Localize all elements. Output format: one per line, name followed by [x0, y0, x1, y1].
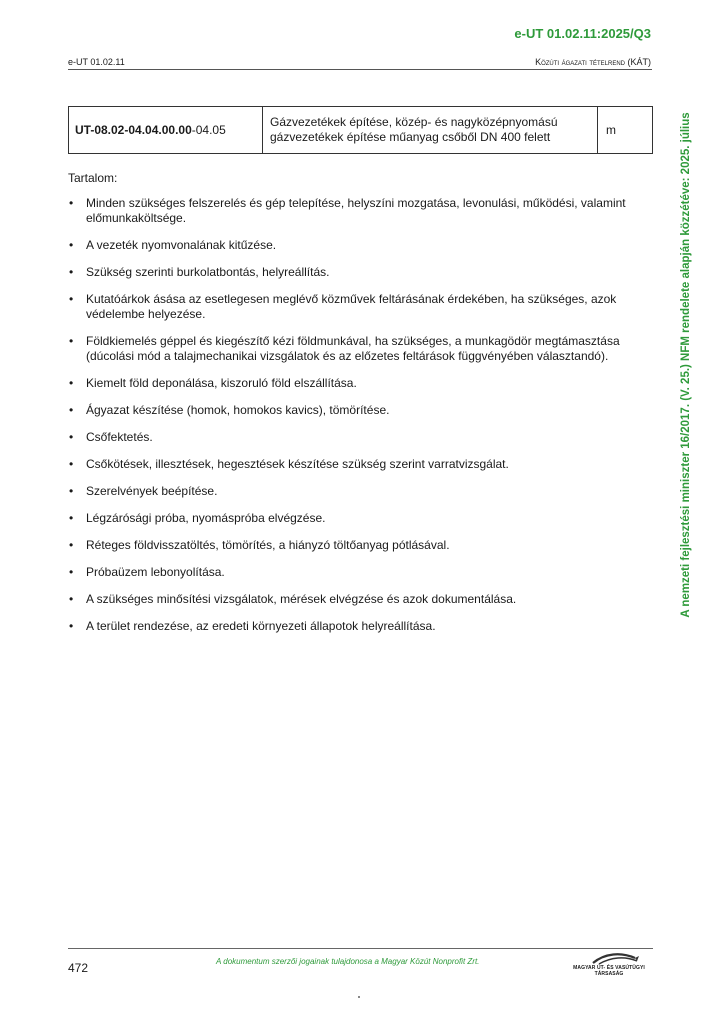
list-item-text: Minden szükséges felszerelés és gép telepítése, helyszíni mozgatása, levonulási, működési, valamint előmunkaköltsége. — [86, 196, 626, 225]
list-item — [68, 403, 648, 418]
page-number: 472 — [68, 961, 89, 975]
bullet-icon: • — [69, 376, 74, 390]
bullet-icon: • — [69, 196, 74, 210]
list-item — [68, 619, 648, 634]
copyright-notice: A dokumentum szerzői jogainak tulajdonosa a Magyar Közút Nonprofit Zrt. — [216, 957, 480, 966]
list-item-text: Kiemelt föld deponálása, kiszoruló föld elszállítása. — [86, 376, 357, 390]
list-item — [68, 457, 648, 472]
item-code-suffix: -04.05 — [191, 123, 226, 137]
list-item — [68, 538, 648, 553]
bullet-icon: • — [69, 484, 74, 498]
list-item-text: Csőfektetés. — [86, 430, 153, 444]
bullet-icon: • — [69, 565, 74, 579]
side-note-text: A nemzeti fejlesztési miniszter 16/2017. (V. 25.) NFM rendelete alapján közzétéve: 2025. július — [680, 112, 692, 618]
list-item-text: Ágyazat készítése (homok, homokos kavics), tömörítése. — [86, 403, 390, 417]
item-row — [69, 107, 653, 154]
list-item-text: Légzárósági próba, nyomáspróba elvégzése. — [86, 511, 326, 525]
bullet-icon: • — [69, 334, 74, 348]
item-code — [69, 107, 263, 154]
list-item — [68, 376, 648, 391]
list-item — [68, 511, 648, 526]
bullet-icon: • — [69, 430, 74, 444]
list-item-text: Földkiemelés géppel és kiegészítő kézi földmunkával, ha szükséges, a munkagödör megtámasztása (dúcolási mód a talajmechanikai vizsgálatok és az előzetes feltárások függvényében választandó). — [86, 334, 620, 363]
bullet-icon: • — [69, 238, 74, 252]
header-right-text: Közúti ágazati tételrend (KÁT) — [535, 57, 651, 67]
document-code: e-UT 01.02.11:2025/Q3 — [514, 26, 651, 41]
bullet-icon: • — [69, 511, 74, 525]
bullet-icon: • — [69, 292, 74, 306]
logo-text: MAGYAR ÚT- ÉS VASÚTÜGYI TÁRSASÁG — [573, 965, 645, 977]
list-item — [68, 334, 648, 364]
list-item-text: Próbaüzem lebonyolítása. — [86, 565, 225, 579]
list-item — [68, 430, 648, 445]
bullet-icon: • — [69, 403, 74, 417]
list-item-text: Szerelvények beépítése. — [86, 484, 218, 498]
item-unit: m — [598, 107, 653, 154]
footer-divider — [68, 948, 653, 949]
list-item — [68, 592, 648, 607]
item-code-bold: UT-08.02-04.04.00.00 — [75, 123, 192, 137]
header-divider — [68, 69, 652, 70]
list-item-text: Réteges földvisszatöltés, tömörítés, a hiányzó töltőanyag pótlásával. — [86, 538, 450, 552]
list-item-text: Kutatóárkok ásása az esetlegesen meglévő közművek feltárásának érdekében, ha szükséges, azok védelembe helyezése. — [86, 292, 617, 321]
list-item-text: Csőkötések, illesztések, hegesztések készítése szükség szerint varratvizsgálat. — [86, 457, 509, 471]
content-list — [68, 196, 648, 646]
item-table — [68, 106, 653, 154]
header-left: e-UT 01.02.11 — [68, 57, 125, 67]
header-right — [535, 57, 651, 67]
item-description: Gázvezetékek építése, közép- és nagyközépnyomású gázvezetékek építése műanyag csőből DN 400 felett — [263, 107, 598, 154]
list-item — [68, 196, 648, 226]
bullet-icon: • — [69, 265, 74, 279]
bullet-icon: • — [69, 619, 74, 633]
list-item — [68, 238, 648, 253]
list-item-text: A terület rendezése, az eredeti környezeti állapotok helyreállítása. — [86, 619, 436, 633]
content-label: Tartalom: — [68, 171, 118, 185]
bullet-icon: • — [69, 592, 74, 606]
list-item — [68, 265, 648, 280]
list-item — [68, 565, 648, 580]
list-item-text: A vezeték nyomvonalának kitűzése. — [86, 238, 277, 252]
bullet-icon: • — [69, 457, 74, 471]
list-item — [68, 484, 648, 499]
list-item-text: A szükséges minősítési vizsgálatok, mérések elvégzése és azok dokumentálása. — [86, 592, 517, 606]
list-item — [68, 292, 648, 322]
list-item-text: Szükség szerinti burkolatbontás, helyreállítás. — [86, 265, 330, 279]
page-dot — [358, 996, 360, 998]
bullet-icon: • — [69, 538, 74, 552]
